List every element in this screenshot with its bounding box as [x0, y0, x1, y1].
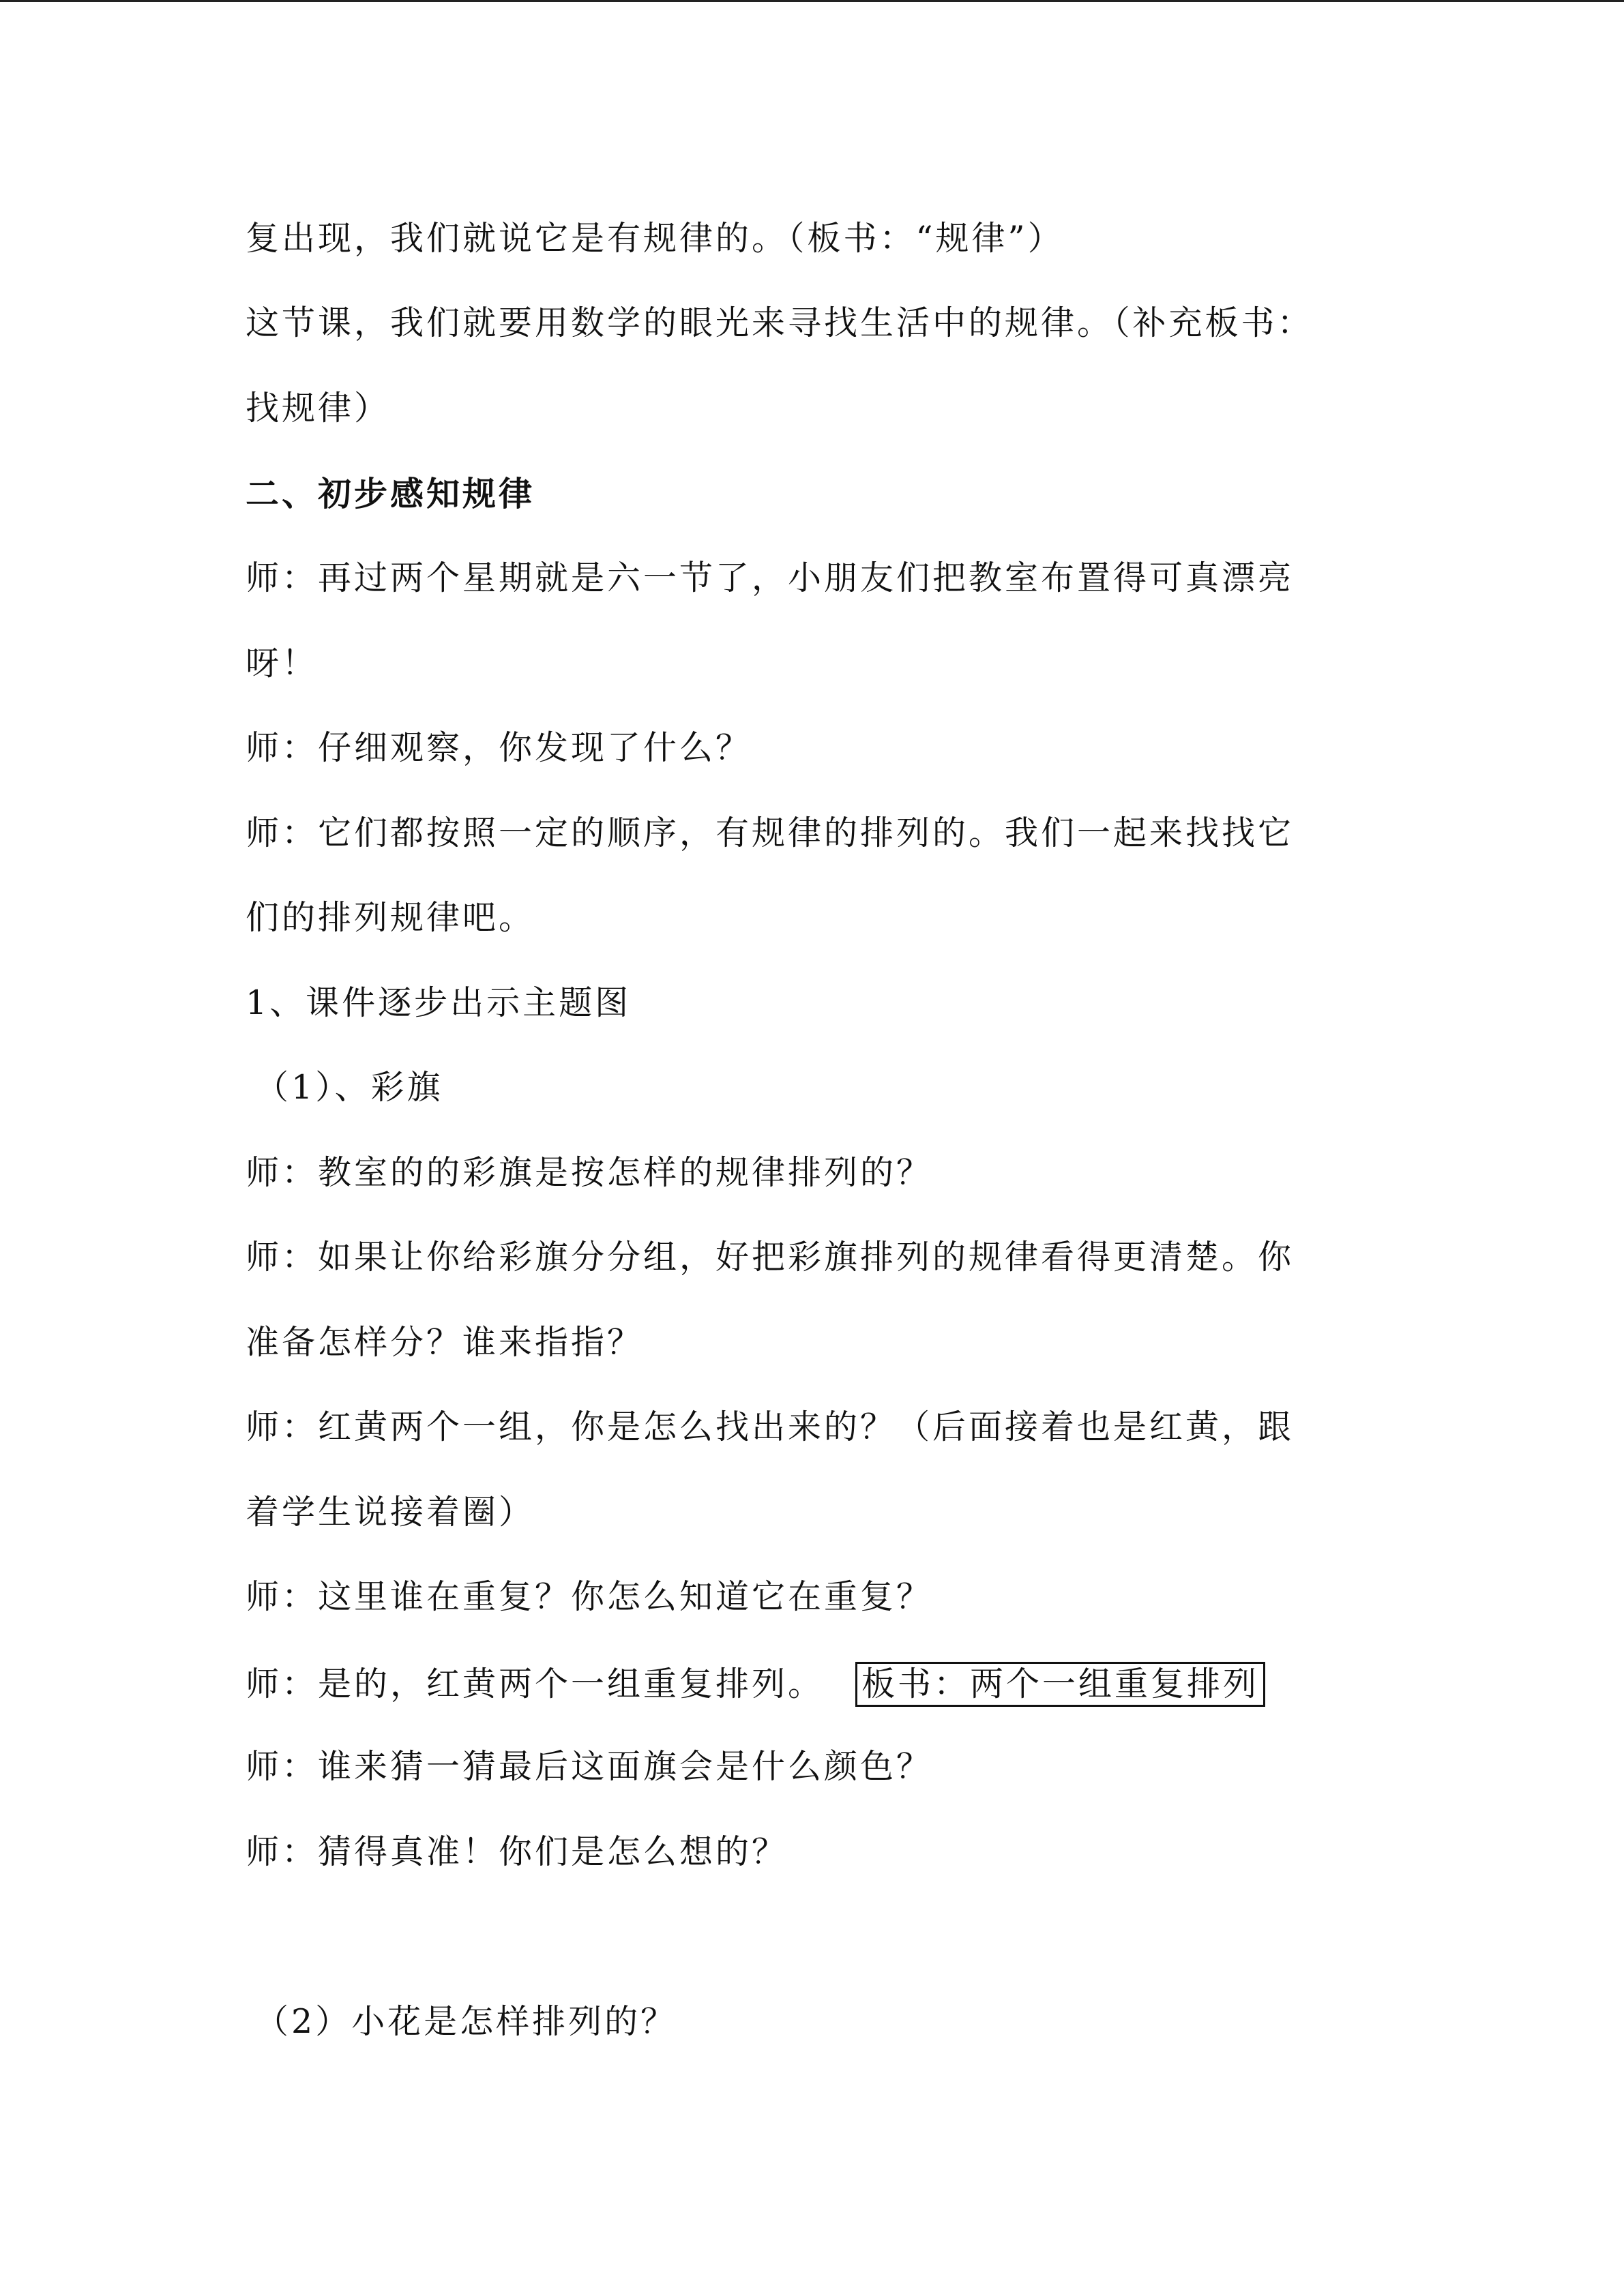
paragraph-line: 师：再过两个星期就是六一节了，小朋友们把教室布置得可真漂亮 [246, 558, 1295, 597]
paragraph-line: 师：这里谁在重复？你怎么知道它在重复？ [246, 1577, 933, 1616]
paragraph-line: 准备怎样分？谁来指指？ [246, 1323, 644, 1362]
paragraph-line: 呀！ [246, 644, 319, 683]
paragraph-line: 师：仔细观察，你发现了什么？ [246, 728, 752, 767]
paragraph-line: 师：谁来猜一猜最后这面旗会是什么颜色？ [246, 1747, 933, 1786]
paragraph-line: 师：它们都按照一定的顺序，有规律的排列的。我们一起来找找它 [246, 814, 1295, 852]
subsection-heading: （2）小花是怎样排列的？ [255, 2002, 677, 2041]
section-heading: 二、初步感知规律 [246, 474, 535, 513]
paragraph-line: 复出现，我们就说它是有规律的。（板书：“规律”） [246, 219, 1064, 258]
paragraph-line: 师：教室的的彩旗是按怎样的规律排列的？ [246, 1153, 933, 1192]
subsection-heading: 1、课件逐步出示主题图 [246, 983, 632, 1022]
paragraph-line: 师：猜得真准！你们是怎么想的？ [246, 1832, 788, 1871]
subsection-heading: （1）、彩旗 [255, 1068, 443, 1107]
paragraph-line [246, 1662, 1265, 1707]
paragraph-text: 师：是的，红黄两个一组重复排列。 [246, 1665, 825, 1703]
paragraph-line: 这节课，我们就要用数学的眼光来寻找生活中的规律。（补充板书： [246, 303, 1314, 342]
paragraph-line: 师：红黄两个一组，你是怎么找出来的？（后面接着也是红黄，跟 [246, 1407, 1295, 1446]
paragraph-line: 找规律） [246, 389, 391, 428]
paragraph-line: 师：如果让你给彩旗分分组，好把彩旗排列的规律看得更清楚。你 [246, 1238, 1295, 1277]
paragraph-line: 们的排列规律吧。 [246, 898, 535, 937]
blackboard-note-box: 板书：两个一组重复排列 [855, 1662, 1265, 1707]
paragraph-line: 着学生说接着圈） [246, 1493, 535, 1532]
page-top-border [0, 0, 1624, 2]
